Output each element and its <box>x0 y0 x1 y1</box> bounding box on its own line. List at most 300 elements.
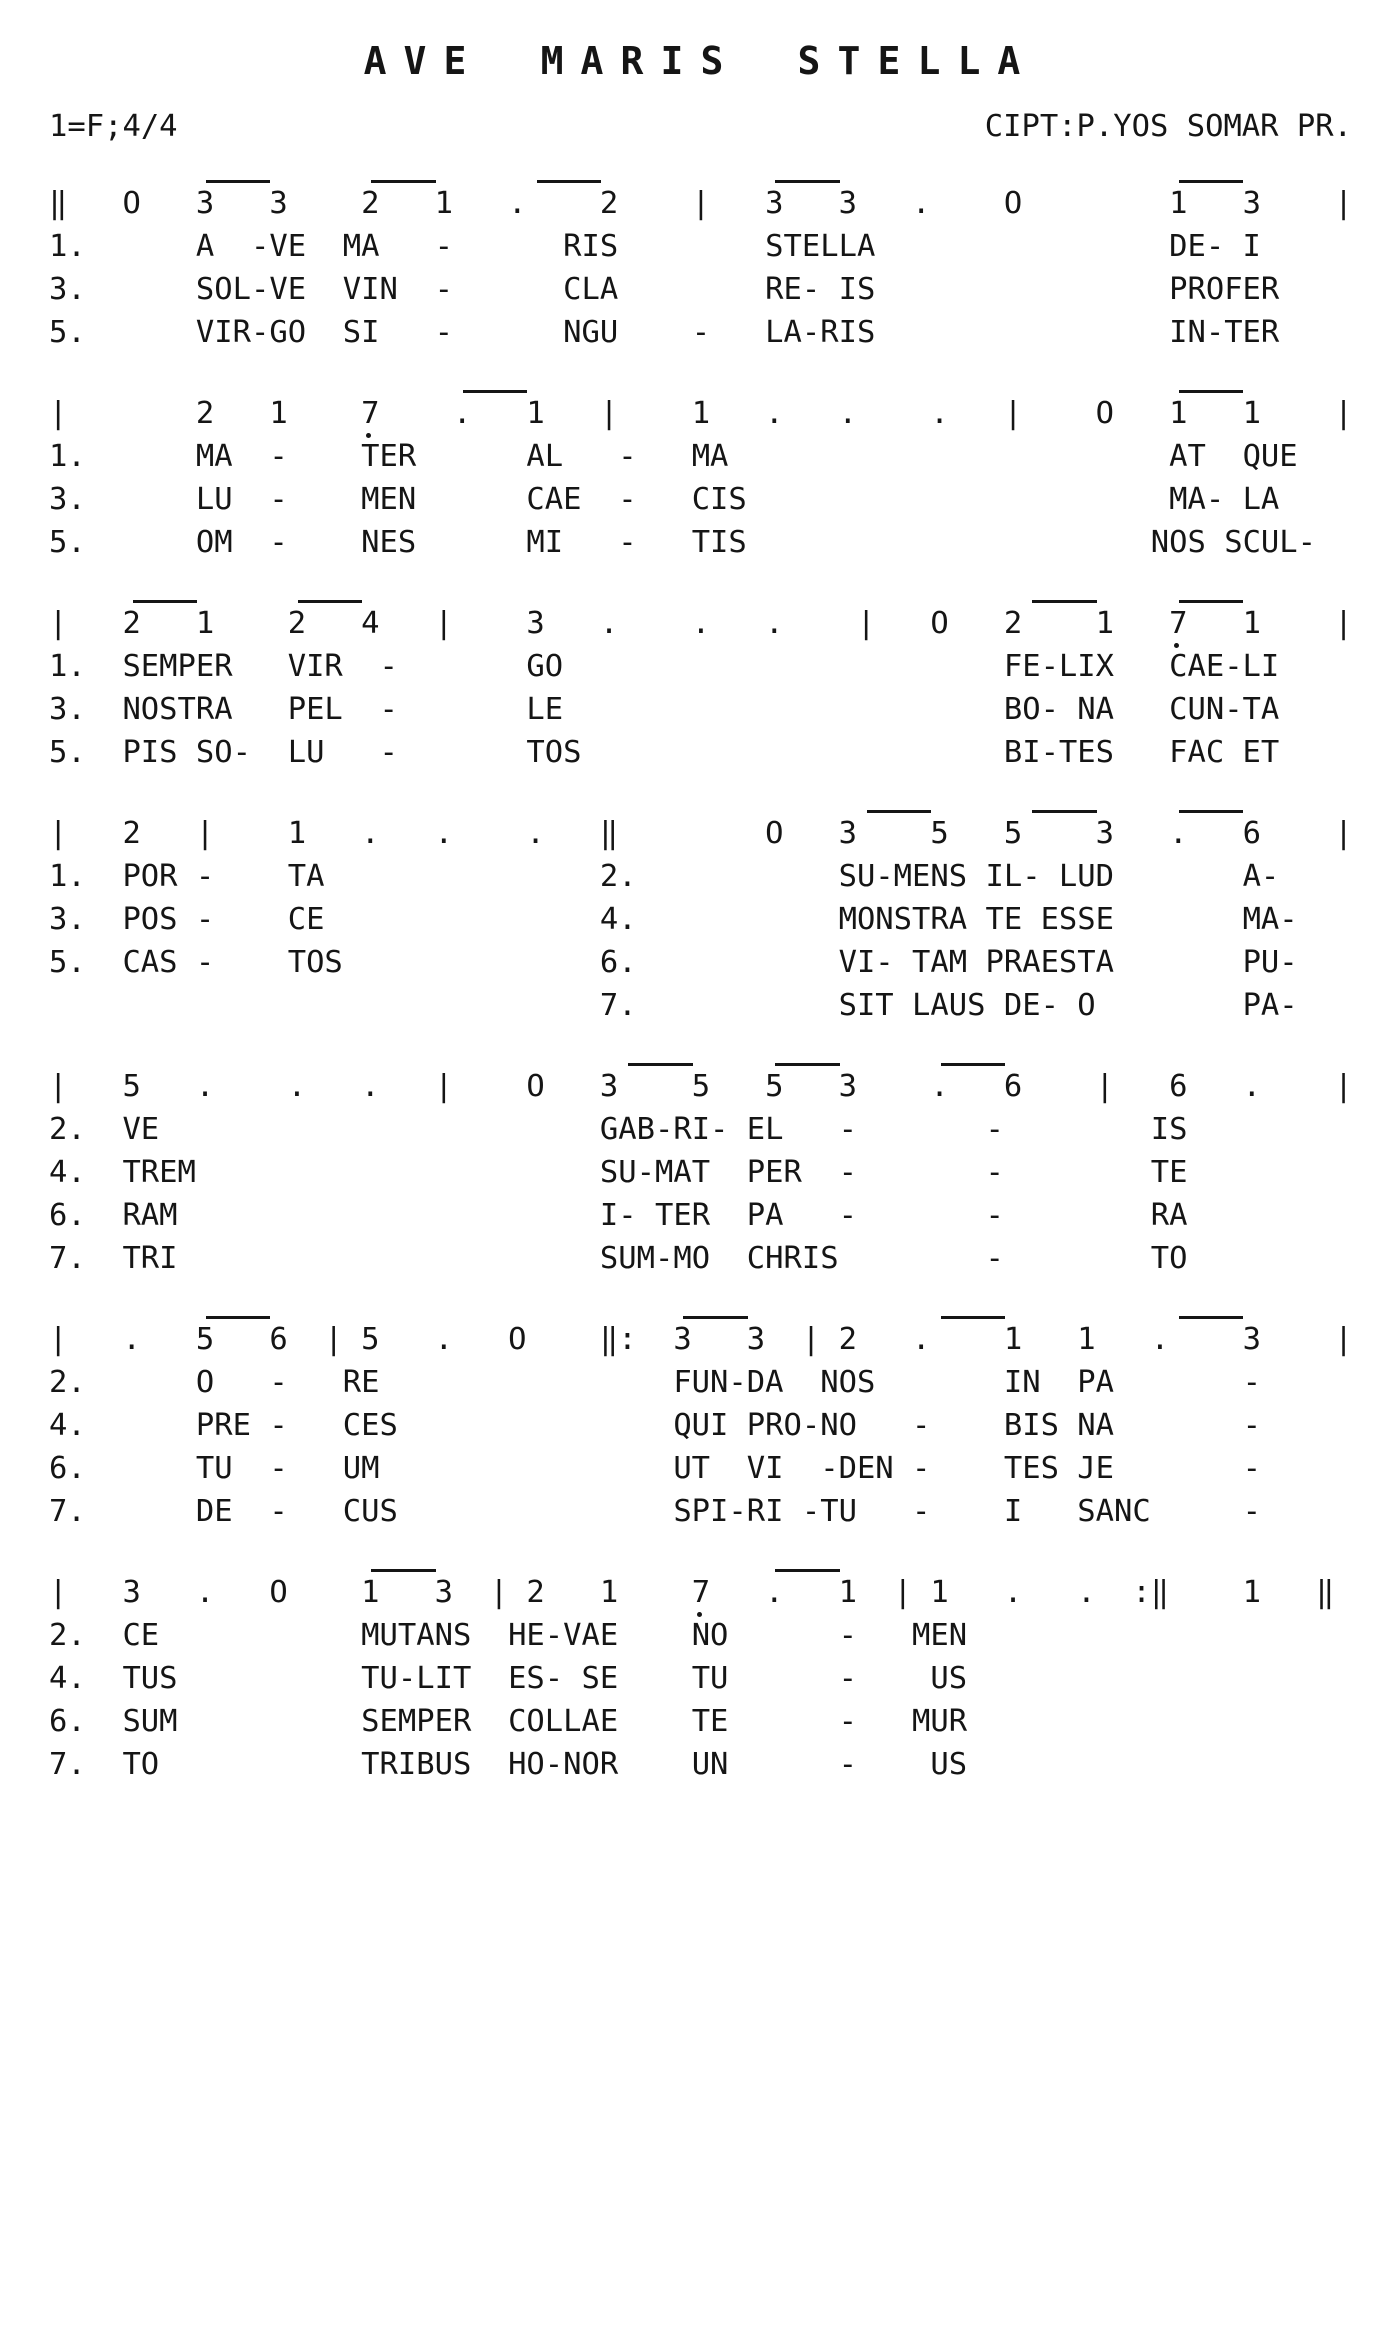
lyric-token: US <box>930 1747 968 1782</box>
note-token: 2 <box>287 606 307 641</box>
lyric-token: CIS <box>691 482 747 517</box>
note-token: 5 <box>930 816 949 851</box>
lyric-token: TU <box>195 1451 233 1486</box>
lyric-token: A- <box>1242 859 1280 894</box>
music-system-6 <box>49 1298 1352 1537</box>
music-system-5 <box>49 1045 1352 1284</box>
note-token: . <box>765 396 784 431</box>
lyric-row <box>49 1451 1352 1494</box>
lyric-row <box>49 439 1352 482</box>
lyric-token: -VE <box>250 229 307 264</box>
lyric-token: FUN-DA <box>673 1365 784 1400</box>
lyric-token: - <box>1242 1451 1261 1486</box>
lyric-token: - <box>912 1451 931 1486</box>
beam-row <box>49 1298 1352 1322</box>
lyric-token: STELLA <box>765 229 876 264</box>
lyric-token: OM <box>195 525 233 560</box>
lyric-token: - <box>691 315 711 350</box>
lyric-token: IN-TER <box>1169 315 1280 350</box>
lyric-token: HE-VAE <box>508 1618 619 1653</box>
lyric-token: BI-TES <box>1003 735 1115 770</box>
lyric-token: RE <box>342 1365 380 1400</box>
note-token: 3 <box>599 1069 619 1104</box>
low-octave-dot <box>697 1612 702 1617</box>
note-token: . <box>912 1322 931 1357</box>
note-token: . <box>930 396 949 431</box>
lyric-token: 2. <box>49 1618 86 1653</box>
note-token: | <box>195 816 215 851</box>
note-token: 1 <box>1169 186 1188 221</box>
lyric-token: MI <box>526 525 564 560</box>
lyric-token: GAB-RI- <box>599 1112 729 1147</box>
lyric-token: RA <box>1150 1198 1188 1233</box>
eighth-beam-line <box>775 1569 839 1572</box>
lyric-token: DE- I <box>1169 229 1261 264</box>
note-token: . <box>1150 1322 1170 1357</box>
lyric-token: - <box>269 1365 288 1400</box>
lyric-token: NO <box>691 1618 729 1653</box>
note-token: . <box>930 1069 949 1104</box>
note-token: . <box>765 606 784 641</box>
note-token: 2 <box>361 186 380 221</box>
sheet-content <box>49 38 1352 1790</box>
lyric-token: SUM <box>122 1704 178 1739</box>
lyric-token: MA <box>195 439 233 474</box>
lyric-token: MEN <box>361 482 417 517</box>
lyric-token: - <box>838 1155 857 1190</box>
lyric-token: UT <box>673 1451 711 1486</box>
lyric-token: SO- <box>195 735 251 770</box>
lyric-row <box>49 1198 1352 1241</box>
lyric-token: POR <box>122 859 178 894</box>
lyric-token: TREM <box>122 1155 196 1190</box>
lyric-token: POS <box>122 902 178 937</box>
note-token: 5 <box>361 1322 380 1357</box>
lyric-token: QUI PRO-NO <box>673 1408 857 1443</box>
note-token: 3 <box>838 186 857 221</box>
lyric-row <box>49 1365 1352 1408</box>
lyric-token: MA <box>342 229 380 264</box>
lyric-token: AL <box>526 439 564 474</box>
lyric-row <box>49 229 1352 272</box>
note-token: 6 <box>1003 1069 1023 1104</box>
lyric-token: PA- <box>1242 988 1298 1023</box>
lyric-token: 7. <box>599 988 637 1023</box>
note-token: 1 <box>1077 1322 1096 1357</box>
eighth-beam-line <box>775 1063 839 1066</box>
lyric-row <box>49 1704 1352 1747</box>
lyric-row <box>49 1155 1352 1198</box>
notes-row <box>49 1575 1352 1618</box>
note-token: 2 <box>1003 606 1023 641</box>
lyric-token: - <box>985 1155 1004 1190</box>
lyric-token: TA <box>287 859 325 894</box>
note-token: . <box>912 186 931 221</box>
lyric-token: TE <box>691 1704 729 1739</box>
lyric-token: - <box>269 525 288 560</box>
lyric-token: BO- NA <box>1003 692 1115 727</box>
lyric-token: A <box>195 229 215 264</box>
lyric-token: MONSTRA TE ESSE <box>838 902 1115 937</box>
lyric-token: CHRIS <box>746 1241 839 1276</box>
eighth-beam-line <box>1179 600 1243 603</box>
lyric-token: 6. <box>49 1704 86 1739</box>
eighth-beam-line <box>298 600 362 603</box>
note-token: 2 <box>526 1575 545 1610</box>
note-token: . <box>599 606 619 641</box>
note-token: O <box>122 186 141 221</box>
notes-row <box>49 186 1352 229</box>
lyric-token: PIS <box>122 735 178 770</box>
lyric-token: - <box>838 1704 857 1739</box>
note-token: 1 <box>1242 606 1261 641</box>
note-token: | <box>1334 816 1353 851</box>
lyric-token: COLLAE <box>508 1704 619 1739</box>
lyric-token: SU-MENS IL- LUD <box>838 859 1115 894</box>
note-token: . <box>765 1575 784 1610</box>
lyric-token: AT <box>1169 439 1206 474</box>
lyric-token: - <box>838 1661 857 1696</box>
note-token: | <box>1095 1069 1115 1104</box>
lyric-token: IS <box>1150 1112 1188 1147</box>
lyric-token: CE <box>287 902 325 937</box>
lyric-token: CAS <box>122 945 178 980</box>
note-token: O <box>1095 396 1115 431</box>
note-token: | <box>434 606 453 641</box>
note-token: ‖ <box>599 816 619 851</box>
note-token: | <box>1334 606 1353 641</box>
music-system-4 <box>49 792 1352 1031</box>
lyric-token: FE-LIX <box>1003 649 1115 684</box>
lyric-token: 1. <box>49 859 86 894</box>
note-token: 7 <box>1169 606 1188 641</box>
music-systems <box>49 162 1352 1790</box>
lyric-token: MA- <box>1169 482 1225 517</box>
lyric-token: 5. <box>49 735 86 770</box>
lyric-token: UM <box>342 1451 380 1486</box>
lyric-token: NOSTRA <box>122 692 233 727</box>
lyric-token: TU <box>691 1661 729 1696</box>
lyric-token: 6. <box>599 945 637 980</box>
eighth-beam-line <box>941 1316 1005 1319</box>
eighth-beam-line <box>1179 180 1243 183</box>
lyric-token: MEN <box>912 1618 968 1653</box>
note-token: . <box>195 1069 215 1104</box>
lyric-token: NGU <box>563 315 619 350</box>
note-token: | <box>691 186 711 221</box>
beam-row <box>49 372 1352 396</box>
lyric-token: 6. <box>49 1451 86 1486</box>
lyric-token: - <box>269 439 288 474</box>
note-token: 1 <box>526 396 545 431</box>
note-token: | <box>1003 396 1023 431</box>
lyric-token: GO <box>526 649 564 684</box>
lyric-token: - <box>618 439 637 474</box>
lyric-token: NES <box>361 525 417 560</box>
lyric-row <box>49 1661 1352 1704</box>
note-token: 5 <box>765 1069 784 1104</box>
lyric-token: TRI <box>122 1241 178 1276</box>
lyric-token: 1. <box>49 229 86 264</box>
lyric-token: - <box>195 859 215 894</box>
lyric-token: - <box>269 1408 288 1443</box>
note-token: O <box>269 1575 288 1610</box>
lyric-token: TUS <box>122 1661 178 1696</box>
lyric-token: 2. <box>49 1365 86 1400</box>
lyric-token: - <box>1242 1365 1261 1400</box>
lyric-token: SANC <box>1077 1494 1151 1529</box>
note-token: 2 <box>599 186 619 221</box>
lyric-token: EL <box>746 1112 784 1147</box>
lyric-token: - <box>379 692 398 727</box>
eighth-beam-line <box>1179 810 1243 813</box>
lyric-row <box>49 988 1352 1031</box>
note-token: 1 <box>599 1575 619 1610</box>
lyric-token: - <box>912 1408 931 1443</box>
note-token: 1 <box>691 396 711 431</box>
note-token: 2 <box>122 816 141 851</box>
lyric-token: - <box>379 735 398 770</box>
lyric-token: - <box>1242 1408 1261 1443</box>
note-token: 4 <box>361 606 380 641</box>
lyric-token: NOS SCUL- <box>1150 525 1317 560</box>
lyric-row <box>49 1408 1352 1451</box>
lyric-token: - <box>195 902 215 937</box>
lyric-row <box>49 482 1352 525</box>
lyric-token: CUS <box>342 1494 398 1529</box>
note-token: 1 <box>361 1575 380 1610</box>
eighth-beam-line <box>1179 1316 1243 1319</box>
lyric-token: SU-MAT <box>599 1155 711 1190</box>
lyric-token: 7. <box>49 1494 86 1529</box>
note-token: 1 <box>1003 1322 1023 1357</box>
lyric-token: SOL-VE <box>195 272 307 307</box>
lyric-token: RE- IS <box>765 272 876 307</box>
lyric-token: - <box>838 1198 857 1233</box>
note-token: | <box>434 1069 453 1104</box>
lyric-token: 1. <box>49 649 86 684</box>
lyric-token: 4. <box>49 1155 86 1190</box>
note-token: | <box>1334 1322 1353 1357</box>
note-token: 6 <box>269 1322 288 1357</box>
note-token: 5 <box>1003 816 1023 851</box>
lyric-row <box>49 649 1352 692</box>
lyric-token: SEMPER <box>122 649 233 684</box>
note-token: 6 <box>1169 1069 1188 1104</box>
lyric-token: - <box>1242 1494 1261 1529</box>
lyric-token: SI <box>342 315 380 350</box>
note-token: 1 <box>269 396 288 431</box>
notes-row <box>49 1069 1352 1112</box>
note-token: | <box>49 1069 68 1104</box>
song-title: AVE MARIS STELLA <box>363 39 1038 83</box>
note-token: 7 <box>691 1575 711 1610</box>
lyric-token: - <box>985 1198 1004 1233</box>
note-token: | <box>856 606 876 641</box>
lyric-row <box>49 1241 1352 1284</box>
lyric-token: - <box>838 1747 857 1782</box>
composer-credit: CIPT:P.YOS SOMAR PR. <box>984 109 1352 144</box>
note-token: O <box>508 1322 527 1357</box>
lyric-token: SPI-RI <box>673 1494 784 1529</box>
lyric-token: VI- TAM PRAESTA <box>838 945 1115 980</box>
lyric-token: TU-LIT <box>361 1661 472 1696</box>
lyric-token: 3. <box>49 902 86 937</box>
note-token: O <box>526 1069 545 1104</box>
lyric-token: - <box>379 649 398 684</box>
note-token: | <box>324 1322 343 1357</box>
note-token: | <box>893 1575 913 1610</box>
lyric-token: CUN-TA <box>1169 692 1280 727</box>
lyric-token: I <box>1003 1494 1023 1529</box>
lyric-token: 5. <box>49 315 86 350</box>
lyric-token: IN <box>1003 1365 1041 1400</box>
lyric-token: CAE <box>526 482 582 517</box>
lyric-token: 3. <box>49 482 86 517</box>
note-token: 1 <box>838 1575 857 1610</box>
lyric-token: RAM <box>122 1198 178 1233</box>
lyric-token: FAC ET <box>1169 735 1280 770</box>
lyric-token: 4. <box>599 902 637 937</box>
low-octave-dot <box>366 433 371 438</box>
lyric-token: 2. <box>599 859 637 894</box>
lyric-token: TOS <box>526 735 582 770</box>
lyric-token: 7. <box>49 1747 86 1782</box>
lyric-token: 4. <box>49 1661 86 1696</box>
lyric-token: - <box>434 272 453 307</box>
lyric-token: 1. <box>49 439 86 474</box>
lyric-token: PER <box>746 1155 802 1190</box>
note-token: | <box>1334 186 1353 221</box>
lyric-row <box>49 1112 1352 1155</box>
note-token: 3 <box>195 186 215 221</box>
lyric-token: LA-RIS <box>765 315 876 350</box>
lyric-token: - <box>195 945 215 980</box>
lyric-token: - <box>838 1618 857 1653</box>
note-token: . <box>1077 1575 1096 1610</box>
lyric-token: SIT LAUS DE- O <box>838 988 1096 1023</box>
beam-row <box>49 792 1352 816</box>
note-token: . <box>526 816 545 851</box>
lyric-token: PU- <box>1242 945 1298 980</box>
lyric-token: 6. <box>49 1198 86 1233</box>
note-token: 2 <box>838 1322 857 1357</box>
lyric-token: - <box>269 1451 288 1486</box>
note-token: 1 <box>1095 606 1115 641</box>
lyric-row <box>49 1618 1352 1661</box>
note-token: :‖ <box>1132 1575 1170 1610</box>
note-token: | <box>801 1322 821 1357</box>
note-token: . <box>361 1069 380 1104</box>
eighth-beam-line <box>463 390 527 393</box>
lyric-token: TIS <box>691 525 747 560</box>
lyric-token: TE <box>1150 1155 1188 1190</box>
lyric-token: PEL <box>287 692 343 727</box>
lyric-token: - <box>912 1494 931 1529</box>
note-token: . <box>361 816 380 851</box>
lyric-token: MA <box>691 439 729 474</box>
lyric-token: RIS <box>563 229 619 264</box>
lyric-row <box>49 272 1352 315</box>
lyric-row <box>49 735 1352 778</box>
lyric-token: CLA <box>563 272 619 307</box>
note-token: . <box>434 1322 453 1357</box>
lyric-token: NA <box>1077 1408 1115 1443</box>
lyric-token: MUR <box>912 1704 968 1739</box>
note-token: | <box>49 1575 68 1610</box>
lyric-row <box>49 315 1352 358</box>
note-token: | <box>49 396 68 431</box>
note-token: 1 <box>930 1575 949 1610</box>
note-token: 5 <box>195 1322 215 1357</box>
eighth-beam-line <box>1179 390 1243 393</box>
lyric-token: PRE <box>195 1408 251 1443</box>
note-token: 2 <box>195 396 215 431</box>
note-token: 3 <box>838 1069 857 1104</box>
lyric-token: 5. <box>49 525 86 560</box>
note-token: 1 <box>1242 396 1261 431</box>
lyric-token: SUM-MO <box>599 1241 711 1276</box>
low-octave-dot <box>1174 643 1179 648</box>
note-token: | <box>49 816 68 851</box>
lyric-row <box>49 1494 1352 1537</box>
lyric-token: - <box>985 1112 1004 1147</box>
note-token: . <box>1169 816 1188 851</box>
lyric-token: NOS <box>820 1365 876 1400</box>
note-token: | <box>489 1575 509 1610</box>
music-system-1 <box>49 162 1352 358</box>
eighth-beam-line <box>867 810 931 813</box>
lyric-token: HO-NOR <box>508 1747 619 1782</box>
note-token: 5 <box>691 1069 711 1104</box>
note-token: ‖: <box>599 1322 637 1357</box>
meta-row <box>49 108 1352 146</box>
eighth-beam-line <box>206 1316 270 1319</box>
note-token: 1 <box>1242 1575 1261 1610</box>
lyric-token: VIR-GO <box>195 315 307 350</box>
notes-row <box>49 816 1352 859</box>
note-token: . <box>1003 1575 1023 1610</box>
lyric-token: TO <box>122 1747 160 1782</box>
lyric-row <box>49 1747 1352 1790</box>
lyric-row <box>49 945 1352 988</box>
music-system-7 <box>49 1551 1352 1790</box>
note-token: O <box>930 606 949 641</box>
eighth-beam-line <box>371 1569 435 1572</box>
beam-row <box>49 1551 1352 1575</box>
lyric-token: 3. <box>49 272 86 307</box>
lyric-token: CES <box>342 1408 398 1443</box>
note-token: 5 <box>122 1069 141 1104</box>
lyric-token: ES- SE <box>508 1661 619 1696</box>
note-token: 1 <box>1169 396 1188 431</box>
lyric-token: -TU <box>801 1494 857 1529</box>
eighth-beam-line <box>683 1316 747 1319</box>
note-token: 3 <box>673 1322 692 1357</box>
lyric-token: 5. <box>49 945 86 980</box>
note-token: . <box>287 1069 307 1104</box>
lyric-token: PA <box>1077 1365 1115 1400</box>
lyric-row <box>49 902 1352 945</box>
lyric-token: LA <box>1242 482 1280 517</box>
lyric-token: LU <box>195 482 233 517</box>
note-token: 3 <box>1242 186 1261 221</box>
lyric-token: CAE-LI <box>1169 649 1280 684</box>
lyric-row <box>49 859 1352 902</box>
lyric-token: SEMPER <box>361 1704 472 1739</box>
note-token: O <box>765 816 784 851</box>
note-token: . <box>452 396 472 431</box>
